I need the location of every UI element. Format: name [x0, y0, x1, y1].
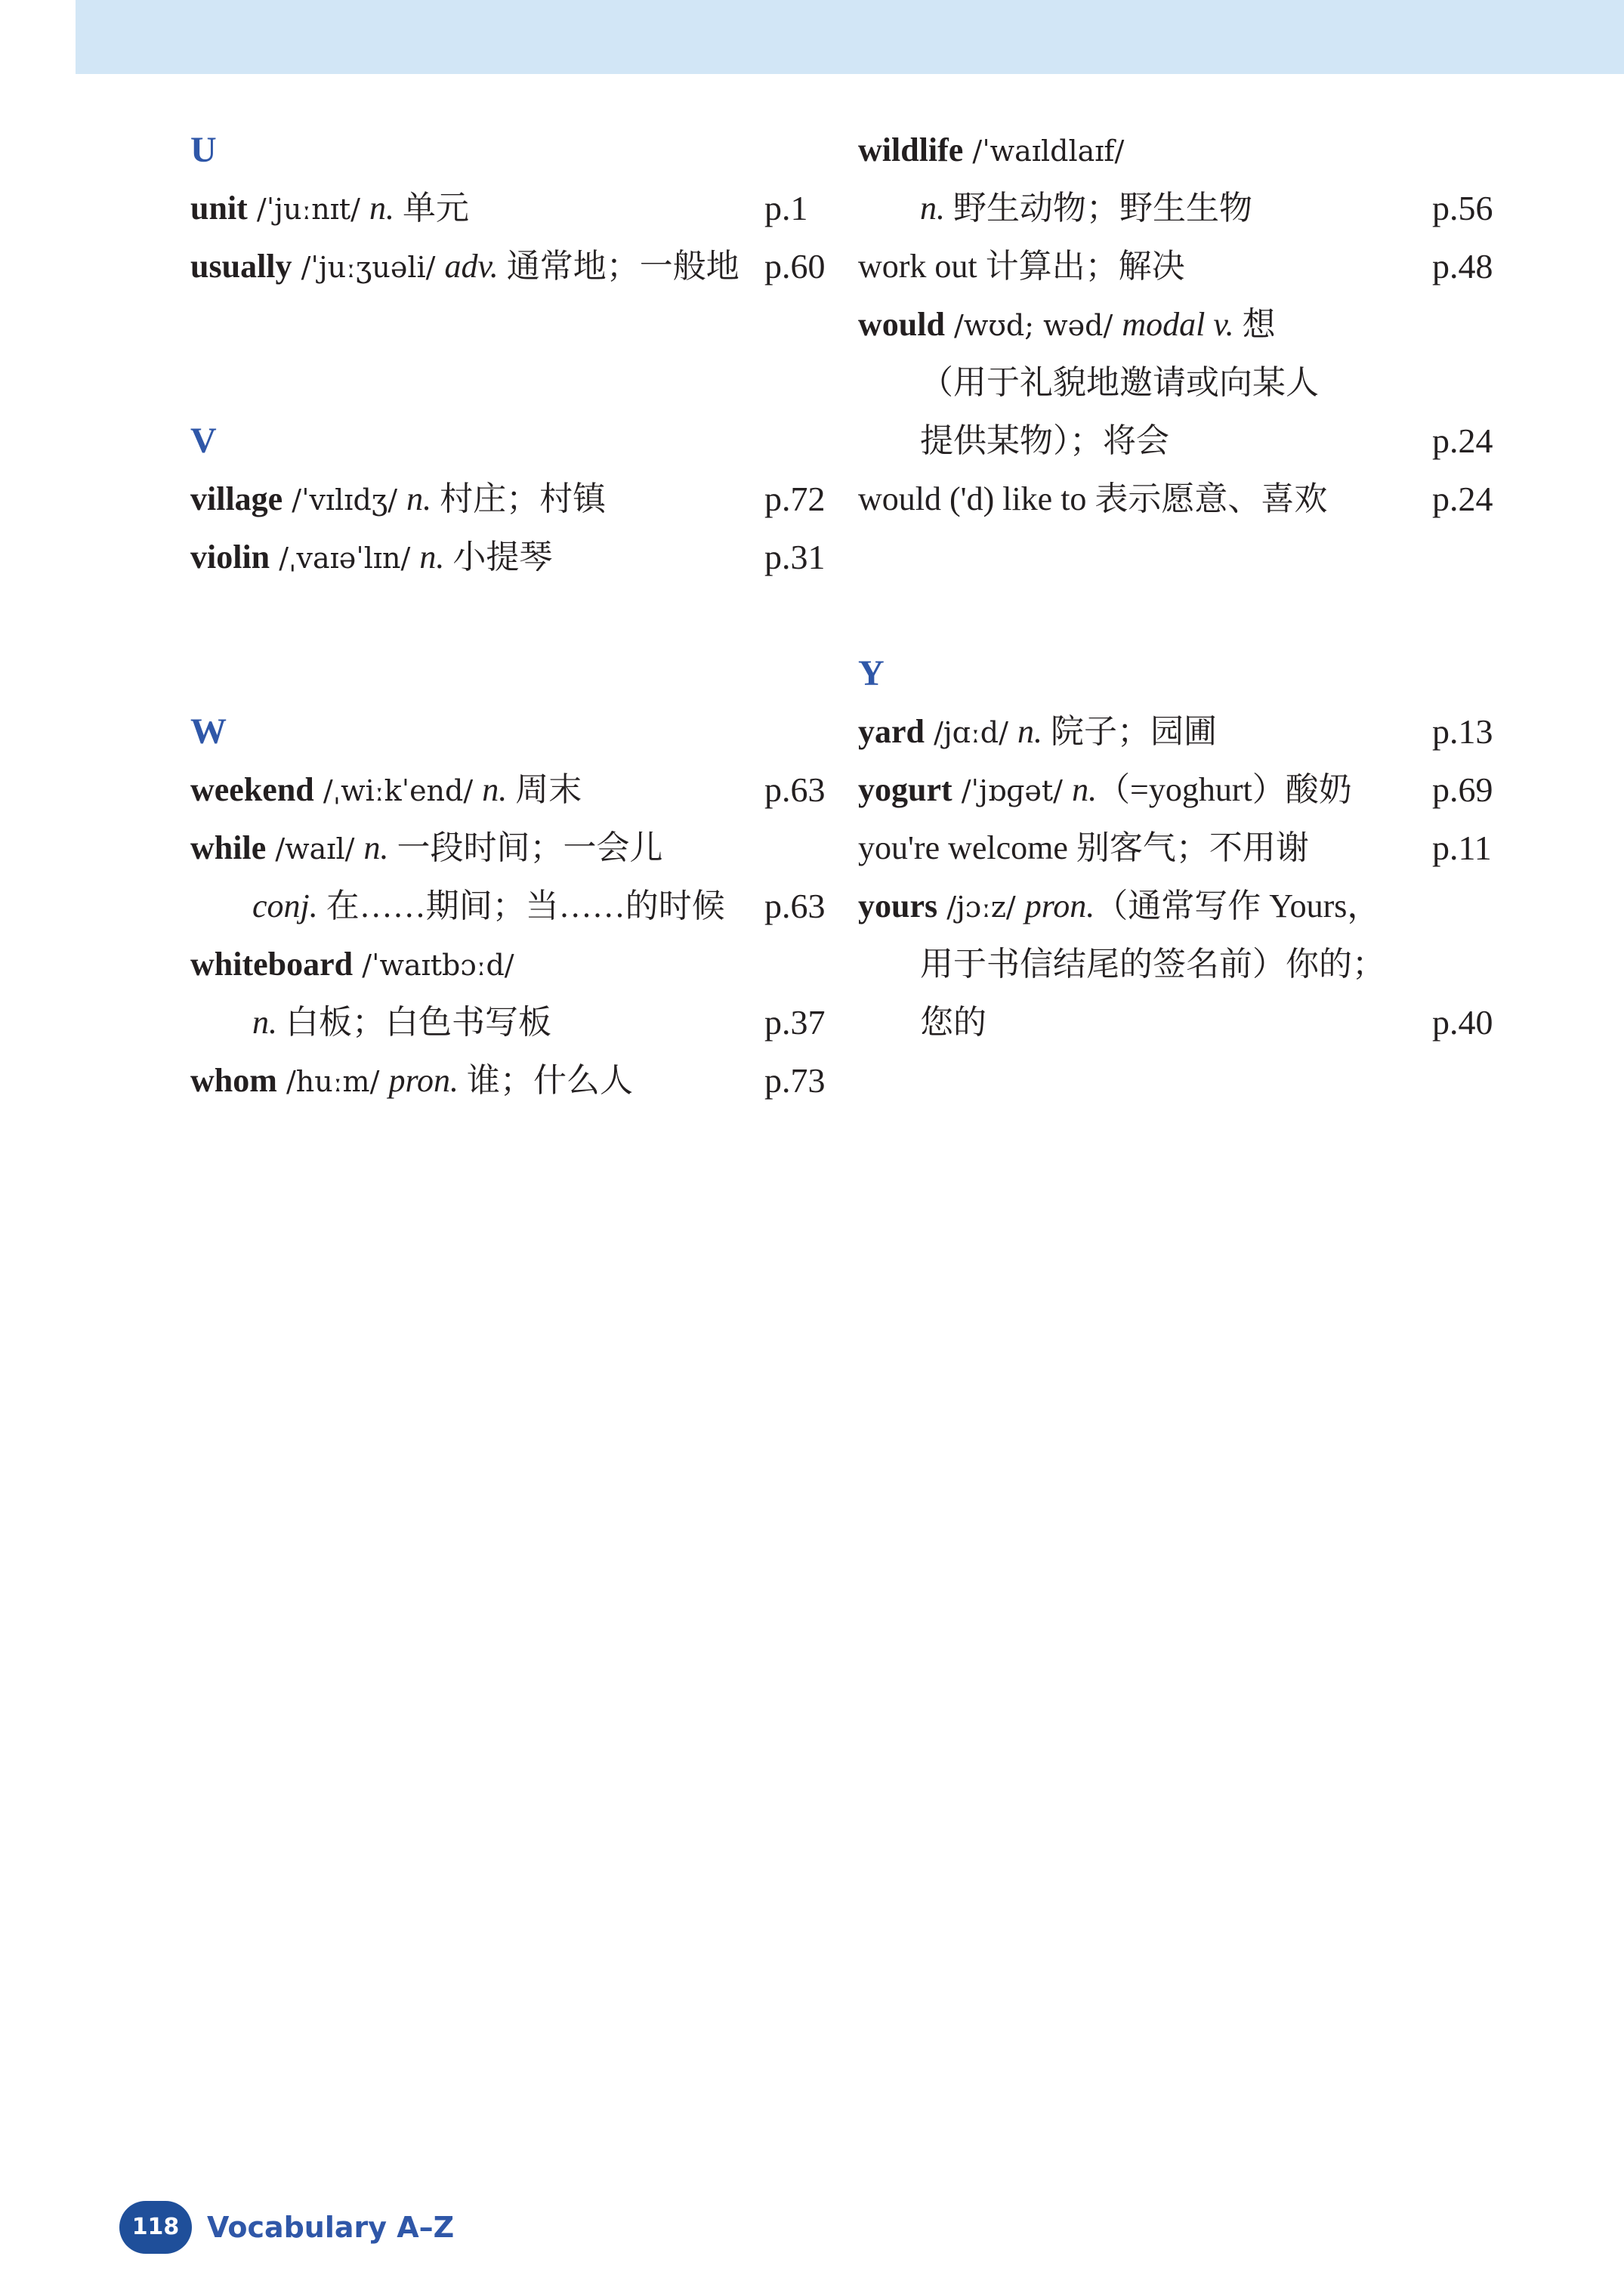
page-reference: p.24 — [1432, 480, 1493, 518]
footer-title: Vocabulary A–Z — [207, 2211, 455, 2244]
section-gap — [858, 528, 1508, 644]
pronunciation: /ˈvɪlɪdʒ/ — [283, 483, 407, 517]
part-of-speech: conj. — [252, 887, 318, 924]
part-of-speech: n. — [369, 190, 394, 227]
page-reference: p.56 — [1432, 189, 1493, 227]
definition-text: （=yoghurt）酸奶 — [1097, 771, 1352, 808]
definition-text: 想 — [1233, 306, 1276, 343]
pronunciation: /ˈjuːnɪt/ — [247, 193, 369, 226]
pronunciation: /ˈwaɪtbɔːd/ — [353, 949, 514, 982]
definition-text: 野生动物；野生生物 — [945, 190, 1252, 227]
definition-text: （通常写作 Yours， — [1095, 887, 1381, 924]
part-of-speech: n. — [419, 539, 445, 576]
vocabulary-entry-line — [858, 761, 1508, 819]
definition-text: 通常地；一般地 — [498, 248, 739, 285]
pronunciation: /ˈjɒɡət/ — [952, 774, 1073, 807]
definition-text: 小提琴 — [444, 539, 553, 576]
letter-heading: U — [190, 130, 217, 170]
vocabulary-entry-line — [858, 237, 1508, 295]
headword: yard — [858, 713, 925, 750]
part-of-speech: n. — [482, 771, 508, 808]
definition-text: 院子；园圃 — [1042, 713, 1217, 750]
headword: usually — [190, 248, 292, 285]
vocabulary-entry-line — [190, 877, 840, 935]
vocabulary-entry-line — [858, 935, 1508, 993]
page-reference: p.60 — [764, 247, 826, 286]
pronunciation: /waɪl/ — [266, 832, 364, 866]
vocabulary-entry-line — [190, 179, 840, 237]
pronunciation: /jɔːz/ — [937, 890, 1025, 924]
vocabulary-entry-line — [190, 528, 840, 586]
part-of-speech: pron. — [1024, 887, 1095, 924]
vocabulary-column-right — [858, 121, 1508, 1051]
vocabulary-entry-line — [858, 179, 1508, 237]
definition-text: 您的 — [920, 1004, 986, 1041]
definition-text: （用于礼貌地邀请或向某人 — [920, 364, 1319, 401]
definition-text: work out 计算出；解决 — [858, 248, 1185, 285]
vocabulary-entry-line — [190, 819, 840, 877]
vocabulary-entry-line — [858, 121, 1508, 179]
headword: whiteboard — [190, 946, 354, 983]
definition-text: 一段时间；一会儿 — [388, 829, 663, 866]
vocabulary-entry-line — [190, 237, 840, 295]
definition-text: 在……期间；当……的时候 — [317, 887, 725, 924]
page-reference: p.24 — [1432, 421, 1493, 460]
definition-text: 提供某物）；将会 — [920, 422, 1169, 459]
vocabulary-entry-line — [858, 353, 1508, 412]
vocabulary-entry-line — [858, 877, 1508, 935]
section-gap — [190, 586, 840, 702]
page-reference: p.37 — [764, 1003, 826, 1042]
definition-text: 谁；什么人 — [458, 1062, 633, 1099]
vocabulary-entry-line — [190, 993, 840, 1051]
part-of-speech: pron. — [388, 1062, 458, 1099]
part-of-speech: n. — [252, 1004, 277, 1041]
vocabulary-entry-line — [858, 412, 1508, 470]
definition-text: 单元 — [394, 190, 469, 227]
section-gap — [190, 295, 840, 412]
headword: village — [190, 480, 283, 517]
part-of-speech: n. — [1072, 771, 1098, 808]
vocabulary-entry-line — [190, 470, 840, 528]
header-band — [76, 0, 1624, 74]
page-reference: p.63 — [764, 887, 826, 925]
part-of-speech: adv. — [444, 248, 499, 285]
page-reference: p.31 — [764, 538, 826, 576]
vocabulary-column-left — [190, 121, 840, 1110]
page-reference: p.1 — [764, 189, 808, 227]
vocabulary-entry-line — [858, 993, 1508, 1051]
page-number-badge: 118 — [119, 2201, 192, 2254]
headword: would — [858, 306, 945, 343]
vocabulary-entry-line — [190, 761, 840, 819]
definition-text: 用于书信结尾的签名前）你的； — [920, 946, 1385, 983]
headword: unit — [190, 190, 248, 227]
letter-heading: V — [190, 421, 217, 461]
page-reference: p.72 — [764, 480, 826, 518]
page-reference: p.63 — [764, 770, 826, 809]
vocabulary-entry-line — [190, 1051, 840, 1110]
page-reference: p.48 — [1432, 247, 1493, 286]
vocabulary-entry-line — [858, 819, 1508, 877]
pronunciation: /ˈwaɪldlaɪf/ — [963, 134, 1125, 168]
vocabulary-entry-line — [858, 295, 1508, 353]
headword: violin — [190, 539, 270, 576]
definition-text: you're welcome 别客气；不用谢 — [858, 829, 1309, 866]
page-reference: p.40 — [1432, 1003, 1493, 1042]
pronunciation: /huːm/ — [276, 1065, 389, 1098]
page-reference: p.13 — [1432, 712, 1493, 751]
vocabulary-entry-line — [190, 935, 840, 993]
vocabulary-entry-line — [858, 470, 1508, 528]
headword: yours — [858, 887, 938, 924]
letter-heading: Y — [858, 653, 885, 693]
headword: yogurt — [858, 771, 952, 808]
headword: whom — [190, 1062, 277, 1099]
definition-text: 白板；白色书写板 — [277, 1004, 551, 1041]
part-of-speech: n. — [920, 190, 945, 227]
part-of-speech: n. — [1017, 713, 1042, 750]
headword: weekend — [190, 771, 314, 808]
part-of-speech: modal v. — [1122, 306, 1234, 343]
pronunciation: /ˈjuːʒuəli/ — [292, 251, 445, 284]
page-reference: p.73 — [764, 1061, 826, 1100]
definition-text: would ('d) like to 表示愿意、喜欢 — [858, 480, 1328, 517]
headword: while — [190, 829, 267, 866]
definition-text: 村庄；村镇 — [431, 480, 607, 517]
headword: wildlife — [858, 131, 964, 168]
definition-text: 周末 — [507, 771, 582, 808]
letter-heading: W — [190, 711, 227, 752]
page-reference: p.69 — [1432, 770, 1493, 809]
pronunciation: /jɑːd/ — [925, 716, 1017, 749]
vocabulary-entry-line — [858, 702, 1508, 761]
pronunciation: /ˌwiːkˈend/ — [313, 774, 483, 807]
part-of-speech: n. — [363, 829, 389, 866]
part-of-speech: n. — [406, 480, 432, 517]
page-reference: p.11 — [1432, 829, 1492, 867]
pronunciation: /ˌvaɪəˈlɪn/ — [270, 542, 420, 575]
pronunciation: /wʊd; wəd/ — [944, 309, 1122, 342]
